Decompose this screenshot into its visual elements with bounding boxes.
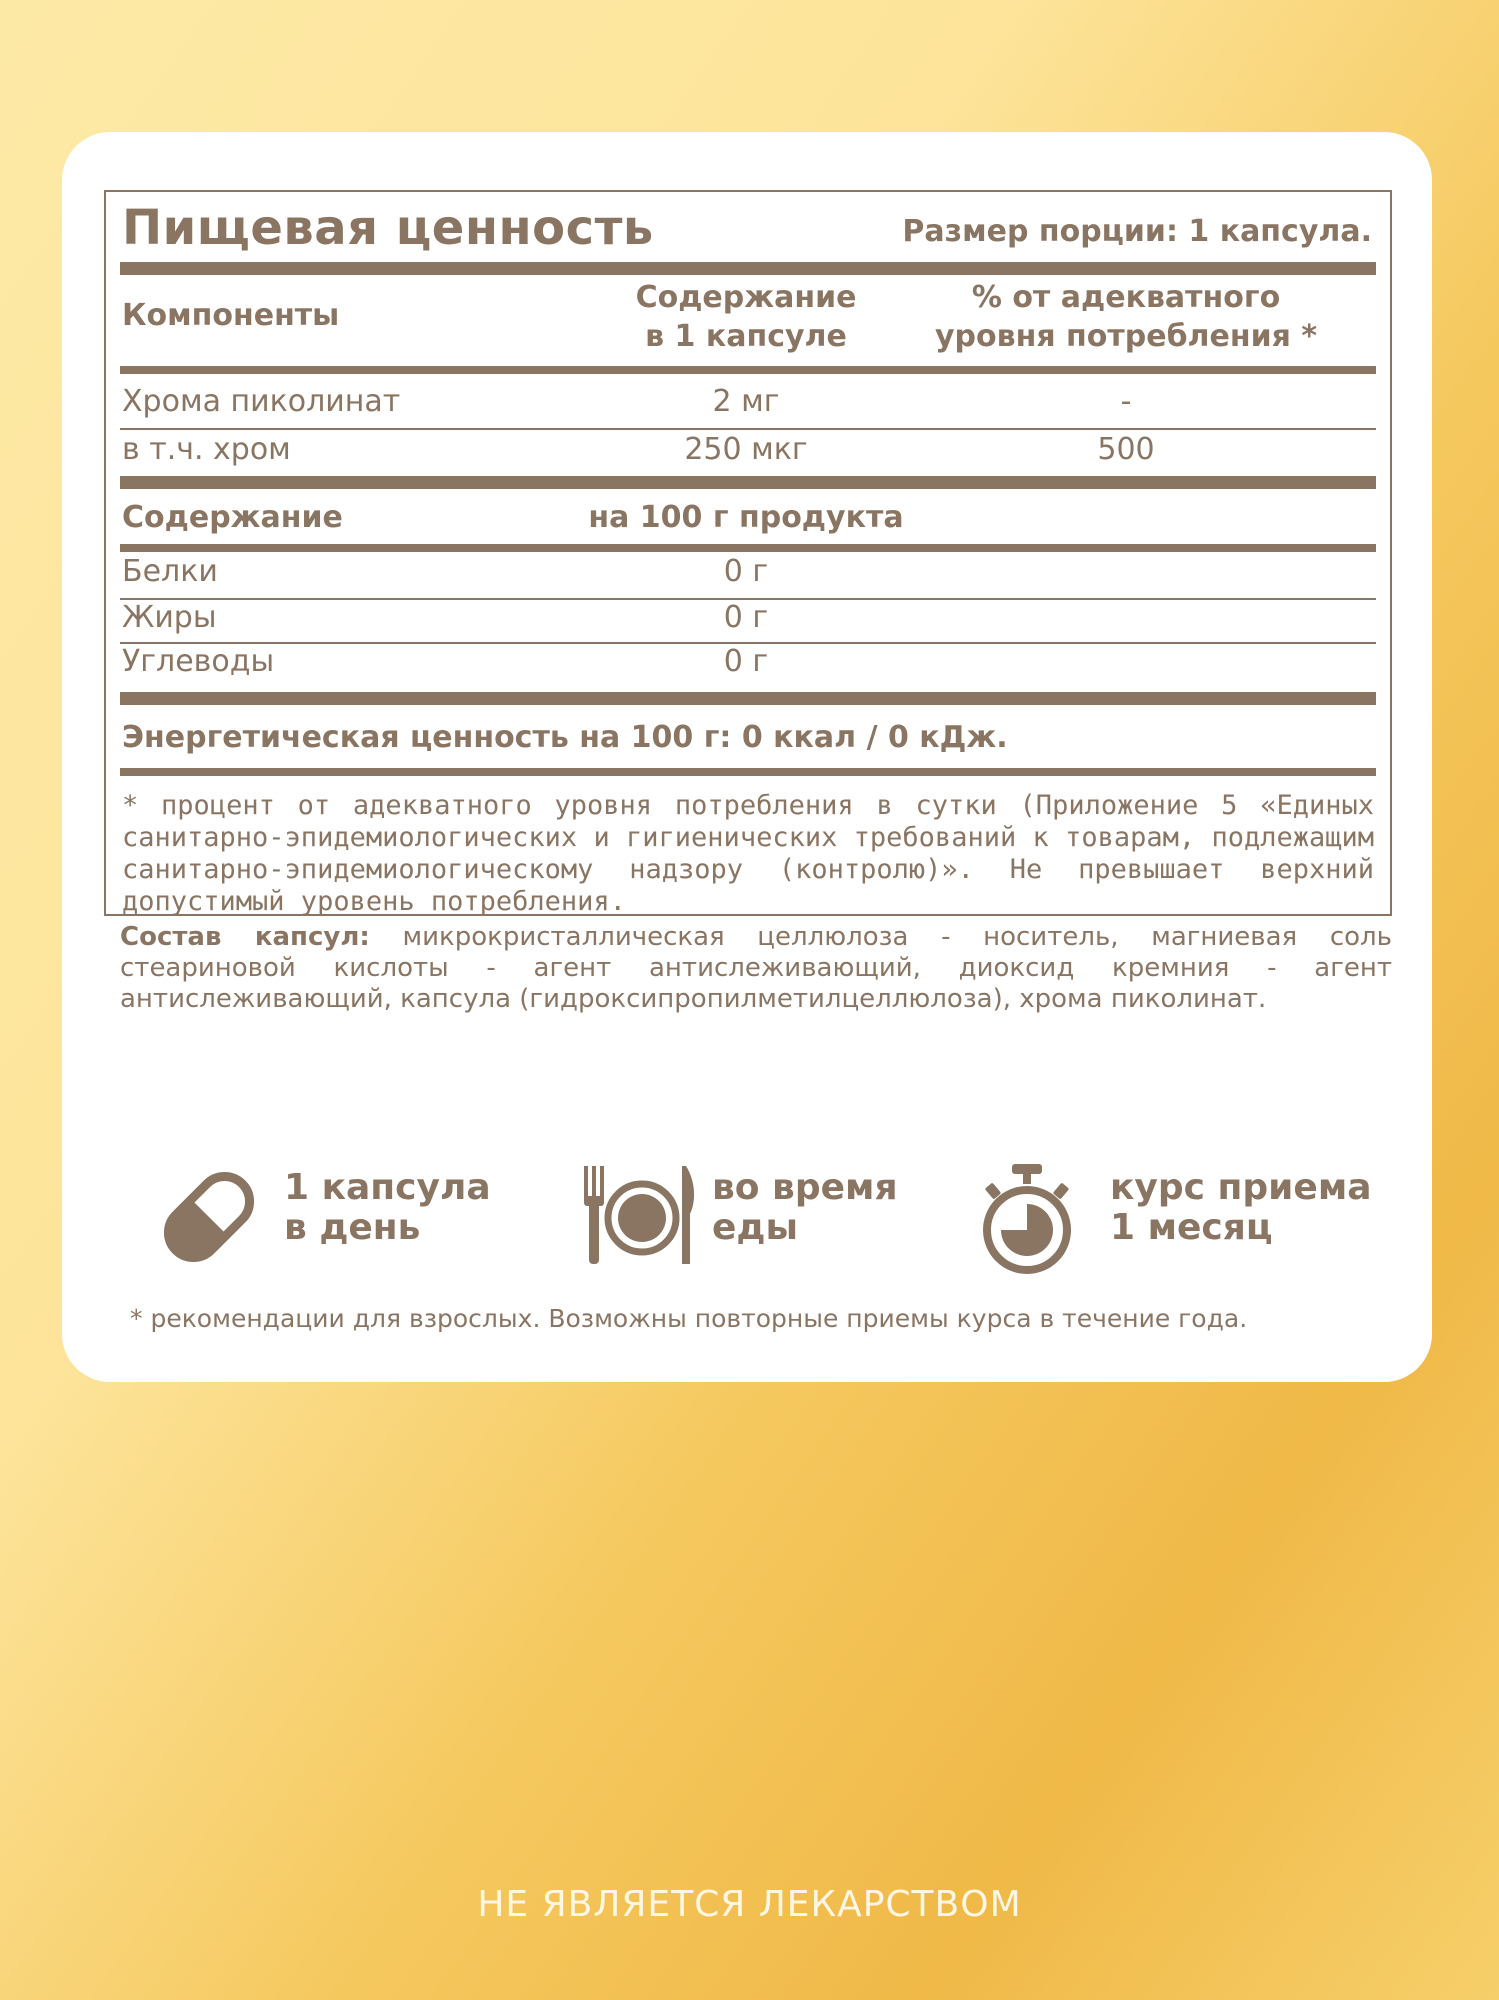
row-name: Белки (122, 554, 218, 589)
header-percent (906, 278, 1346, 356)
feature-line2: еды (712, 1207, 799, 1248)
divider-bar (120, 476, 1376, 489)
header-content (606, 278, 886, 356)
feature-label (1110, 1168, 1372, 1248)
recommendation-note: * рекомендации для взрослых. Возможны повторные приемы курса в течение года. (130, 1304, 1248, 1333)
feature-label (284, 1168, 491, 1248)
row-amount: 0 г (723, 644, 769, 679)
composition-label: Состав капсул: (120, 922, 370, 952)
section2-label: Содержание (122, 500, 343, 535)
divider-bar (120, 544, 1376, 552)
capsule-icon (154, 1162, 264, 1272)
row-amount: 0 г (723, 554, 769, 589)
header-content-line2: в 1 капсуле (645, 319, 847, 354)
feature-line1: курс приема (1110, 1167, 1372, 1208)
row-amount: 2 мг (712, 384, 780, 419)
header-content-line1: Содержание (635, 280, 857, 315)
composition (120, 922, 1392, 1015)
nutrition-card (62, 132, 1432, 1382)
disclaimer: НЕ ЯВЛЯЕТСЯ ЛЕКАРСТВОМ (477, 1884, 1022, 1925)
feature-label (712, 1168, 898, 1248)
header-percent-line1: % от адекватного (971, 280, 1281, 315)
header-component: Компоненты (122, 298, 340, 333)
row-name: Хрома пиколинат (122, 384, 401, 419)
divider-bar (120, 262, 1376, 275)
energy-value: Энергетическая ценность на 100 г: 0 ккал / 0 кДж. (122, 720, 1008, 755)
feature-course (972, 1162, 1392, 1292)
row-divider (120, 428, 1376, 430)
feature-line2: в день (284, 1207, 421, 1248)
feature-line2: 1 месяц (1110, 1207, 1273, 1248)
row-name: Углеводы (122, 644, 275, 679)
plate-cutlery-icon (582, 1162, 702, 1272)
nutrition-table (104, 190, 1392, 916)
divider-bar (120, 768, 1376, 776)
composition-text: микрокристаллическая целлюлоза - носитель, магниевая соль стеариновой кислоты - агент антислеживающий, диоксид кремния - агент антислеживающий, капсула (гидроксипропилметилцеллюлоза), хрома пиколинат. (120, 922, 1392, 1014)
divider-bar (120, 692, 1376, 705)
feature-timing (582, 1162, 972, 1292)
table-footnote: * процент от адекватного уровня потребления в сутки (Приложение 5 «Единых санитарно-эпидемиологических и гигиенических требований к товарам, подлежащим санитарно-эпидемиологическому надзору (контролю)». Не превышает верхний допустимый уровень потребления. (122, 790, 1374, 917)
header-percent-line2: уровня потребления * (934, 319, 1318, 354)
feature-dosage (154, 1162, 491, 1292)
row-amount: 0 г (723, 600, 769, 635)
divider-bar (120, 366, 1376, 374)
stopwatch-icon (972, 1162, 1082, 1282)
table-title: Пищевая ценность (122, 200, 654, 256)
serving-size: Размер порции: 1 капсула. (902, 214, 1372, 249)
row-percent: - (1120, 384, 1132, 419)
row-name: в т.ч. хром (122, 432, 291, 467)
feature-line1: 1 капсула (284, 1167, 491, 1208)
feature-line1: во время (712, 1167, 898, 1208)
section2-per: на 100 г продукта (588, 500, 904, 535)
row-amount: 250 мкг (684, 432, 808, 467)
row-percent: 500 (1097, 432, 1155, 467)
row-name: Жиры (122, 600, 217, 635)
